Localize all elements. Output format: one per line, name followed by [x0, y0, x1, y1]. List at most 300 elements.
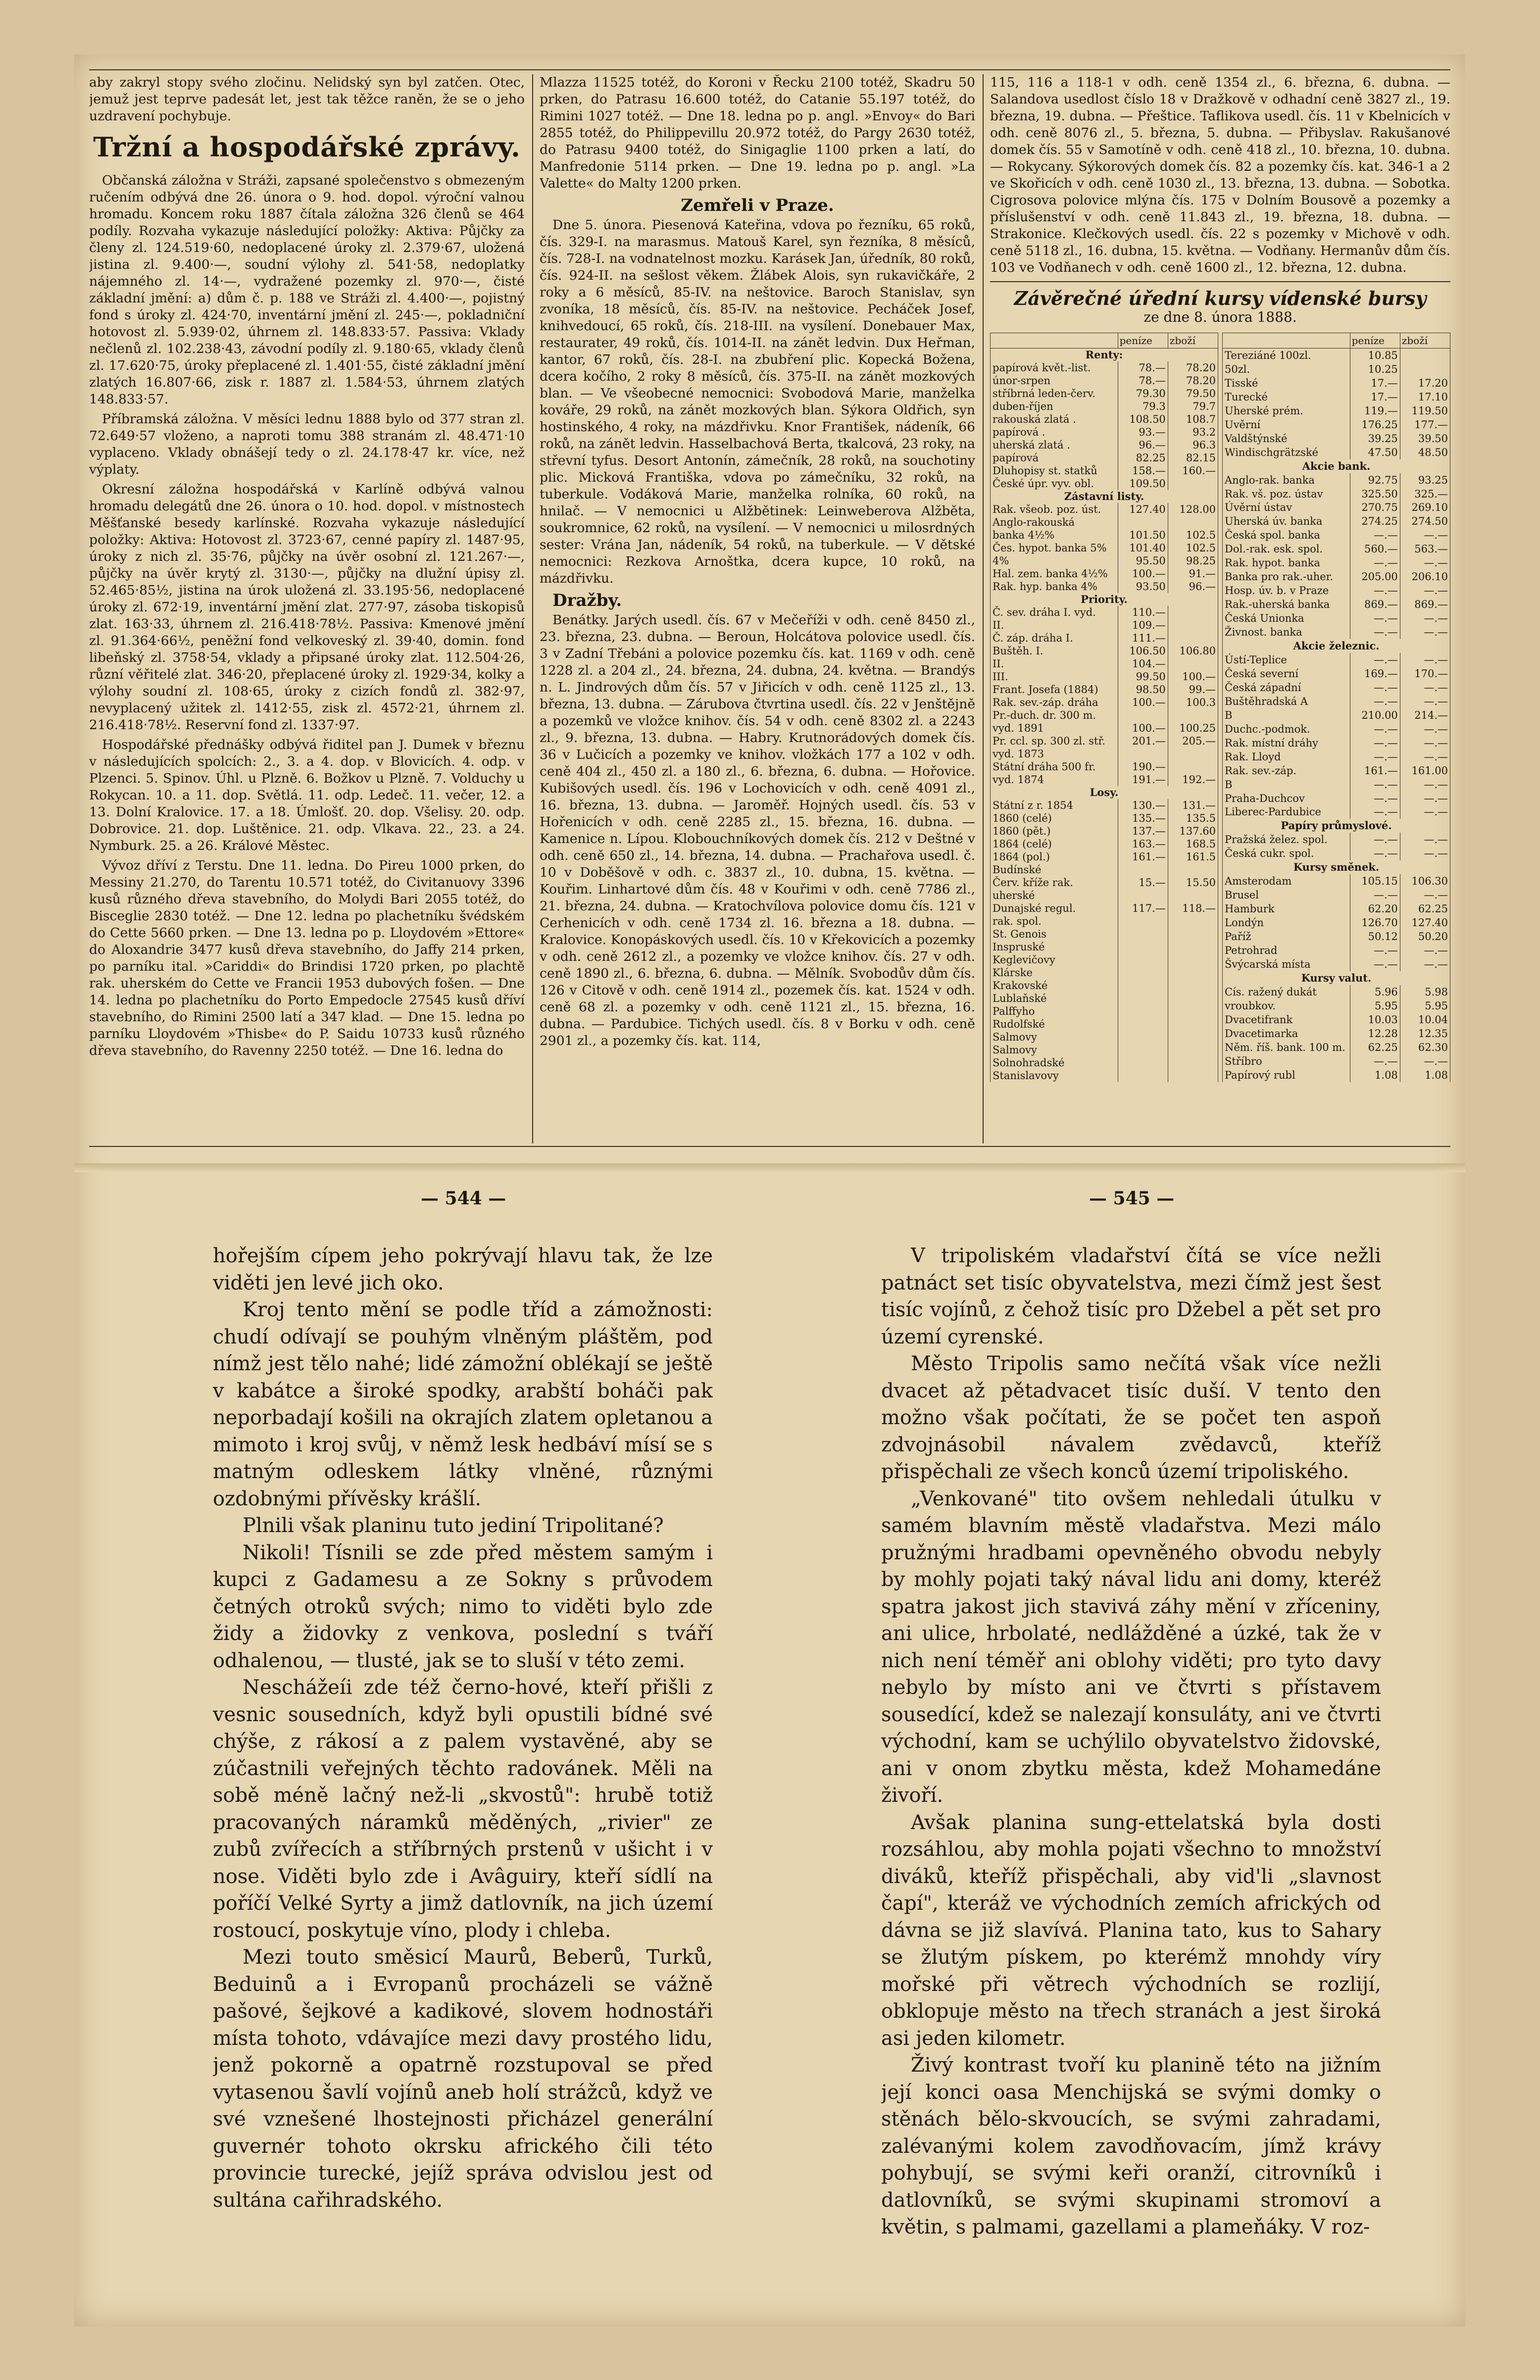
kurs-value: 78.— [1118, 361, 1168, 374]
kurs-item-name: Dunajské regul. [991, 902, 1118, 915]
kurs-value [1118, 941, 1168, 953]
kurs-item-name: Pražská želez. spol. [1223, 833, 1350, 846]
kurs-item-name: Valdštýnské [1223, 432, 1350, 446]
kurs-row [991, 516, 1218, 529]
top-rule [89, 69, 1450, 70]
kurs-value: —.— [1400, 736, 1450, 750]
kurs-row [991, 760, 1218, 773]
newspaper-page [74, 54, 1465, 2327]
kurs-value: —.— [1400, 792, 1450, 805]
kurs-value [1168, 863, 1218, 876]
column-2 [540, 74, 975, 1143]
article-text: Příbramská záložna. V měsíci lednu 1888 bylo od 377 stran zl. 72.649·57 vloženo, a naproti tomu 388 stranám zl. 48.471·10 vyplaceno. Vklady obnášejí tedy o zl. 24.178·47 kr. více, než výplaty. [89, 411, 525, 477]
kurs-row [991, 464, 1218, 477]
kurs-row [991, 979, 1218, 992]
kurs-value [1118, 516, 1168, 529]
kurs-value: 10.25 [1350, 362, 1400, 376]
kurs-item-name: Budínské [991, 863, 1118, 876]
kurs-item-name: Tisské [1223, 376, 1350, 390]
article-text: Kroj tento mění se podle tříd a zámožnosti: chudí odívají se pouhým vlněným pláštěm, pod nímž jest tělo nahé; lidé zámožní oblékají se ještě v kabátce a široké spodky, arabští boháči pak neporbadají košili na okrajích zlatem opletanou a mimoto i kroj svůj, v němž lesk hedbáví mísí se s matným odleskem látky vlněné, různými ozdobnými přívěsky krášlí. [213, 1298, 713, 1510]
kurs-value: 128.00 [1168, 503, 1218, 516]
kurs-row [991, 374, 1218, 387]
kurs-value: —.— [1350, 653, 1400, 667]
kurs-value: —.— [1350, 694, 1400, 708]
kurs-value: 15.50 [1168, 876, 1218, 889]
kurs-value: 190.— [1118, 760, 1168, 773]
kurs-value: —.— [1400, 694, 1450, 708]
kurs-item-name: Úvěrní ústav [1223, 501, 1350, 515]
kurs-value: 93.25 [1400, 473, 1450, 487]
kurs-item-name: Amsterodam [1223, 874, 1350, 888]
kurs-value: 118.— [1168, 902, 1218, 915]
kurs-value: —.— [1350, 556, 1400, 570]
article-text: Plnili však planinu tuto jediní Tripolitané? [243, 1514, 664, 1537]
kurs-row [1223, 1068, 1450, 1082]
col-header: zboží [1168, 333, 1218, 348]
kurs-item-name: 1864 (celé) [991, 838, 1118, 850]
kurs-item-name: Praha-Duchcov [1223, 792, 1350, 805]
kurs-value: 201.— [1118, 735, 1168, 747]
section-title: Tržní a hospodářské zprávy. [93, 131, 521, 163]
kurs-item-name: rak. spol. [991, 915, 1118, 928]
kurs-value: 62.25 [1350, 1041, 1400, 1054]
kurs-value: 79.50 [1168, 387, 1218, 400]
kurs-row [1223, 722, 1450, 736]
kurs-row [1223, 584, 1450, 597]
kurs-row [1223, 1054, 1450, 1068]
kurs-row [1223, 653, 1450, 667]
kurs-row [1223, 888, 1450, 902]
kurs-row [991, 696, 1218, 709]
kurs-row [991, 915, 1218, 928]
kurs-item-name: Salmovy [991, 1031, 1118, 1043]
kurs-row [991, 838, 1218, 850]
kurs-value: 100.— [1118, 722, 1168, 735]
kurs-value [1118, 928, 1168, 941]
kurs-value [1118, 889, 1168, 902]
kurs-row [991, 348, 1218, 362]
article-text: „Venkované" tito ovšem nehledali útulku v samém blavním městě vladařstva. Mezi málo pružnými hradbami opevněného obvodu nebyly by mohly pojati taký nával lidu ani domy, kteréž spatra jakost jich stavivá záhy mění v zříceniny, ani ulice, hrbolaté, nedlážděné a úzké, tak že v nich není téměř ani oblohy viděti; pro tyto davy nebylo by místo ani ve čtvrti s přístavem sousedící, kdež se nalezají konsuláty, ani ve čtvrti východní, kam se uchýlilo obyvatelstvo židovské, ani v onom zbytku města, kdež Mohamedáne živoří. [881, 1487, 1381, 1807]
kurs-value: 119.50 [1400, 404, 1450, 418]
kurs-value: 325.50 [1350, 487, 1400, 501]
kurs-value: 99.— [1168, 683, 1218, 696]
kurs-item-name: 1864 (pol.) [991, 850, 1118, 863]
kurs-section-heading: Kursy valut. [1223, 971, 1450, 985]
bottom-right-column [881, 1242, 1381, 2292]
kurs-value: 102.5 [1168, 529, 1218, 542]
kurs-section-heading: Akcie železnic. [1223, 639, 1450, 653]
kurs-row [1223, 792, 1450, 805]
kurs-item-name: Petrohrad [1223, 943, 1350, 957]
kurs-value: —.— [1350, 943, 1400, 957]
kurs-value: 191.— [1118, 773, 1168, 786]
kurs-value [1168, 966, 1218, 979]
kurs-value: 169.— [1350, 667, 1400, 681]
kurs-row [1223, 514, 1450, 528]
kurs-row [1223, 999, 1450, 1013]
kurs-row [991, 953, 1218, 966]
kurs-row [991, 619, 1218, 632]
kurs-row [991, 722, 1218, 735]
kurs-value: 192.— [1168, 773, 1218, 786]
kurs-row [991, 928, 1218, 941]
kurs-item-name: Inspruské [991, 941, 1118, 953]
col-header: zboží [1400, 333, 1450, 348]
kurs-value: 96.3 [1168, 439, 1218, 451]
kurs-row [991, 812, 1218, 825]
kurs-row [991, 735, 1218, 747]
kurs-row [991, 941, 1218, 953]
kurs-value: 78.— [1118, 374, 1168, 387]
kurs-value [1168, 1031, 1218, 1043]
kurs-row [1223, 570, 1450, 584]
kurs-item-name: Liberec-Pardubice [1223, 805, 1350, 819]
kurs-value: 101.40 [1118, 542, 1168, 554]
kurs-value [1168, 1005, 1218, 1018]
kurs-value: —.— [1400, 722, 1450, 736]
kurs-value: 214.— [1400, 708, 1450, 722]
kurs-item-name: Rak. všeob. poz. úst. [991, 503, 1118, 516]
kurs-value: 170.— [1400, 667, 1450, 681]
kurs-item-name: Č. sev. dráha I. vyd. [991, 606, 1118, 619]
kurs-item-name: Paříž [1223, 930, 1350, 943]
kurs-item-name: Ústí-Teplice [1223, 653, 1350, 667]
kurs-value [1118, 1043, 1168, 1056]
kurs-row [1223, 694, 1450, 708]
kurs-item-name: Švýcarská místa [1223, 957, 1350, 971]
kurs-item-name: Hamburk [1223, 902, 1350, 916]
kurs-right-body [1223, 348, 1450, 1083]
kurs-item-name: Klárske [991, 966, 1118, 979]
article-text: 115, 116 a 118-1 v odh. ceně 1354 zl., 6. března, 6. dubna. — Salandova usedlost číslo 18 v Dražkově v odhadní ceně 3827 zl., 19. března, 19. dubna. — Přeštice. Taflikova usedl. čís. 11 v Kbelnicích v odh. ceně 8076 zl., 5. března, 5. dubna. — Přibyslav. Rakušanové domek čís. 55 v Samotíně v odh. ceně 418 zl., 10. března, 10. dubna. — Rokycany. Sýkorových domek čís. 82 a pozemky čís. kat. 346-1 a 2 ve Skořicích v odh. ceně 1030 zl., 13. března, 13. dubna. — Sobotka. Cigrosova polovice mlýna čís. 175 v Dolním Bousově a pozemky a příslušenství v odh. ceně 11.843 zl., 19. března, 18. dubna. — Strakonice. Klečkových usedl. čís. 22 s pozemky v Michově v odh. ceně 5118 zl., 16. dubna, 15. května. — Vodňany. Hermanův dům čís. 103 ve Vodňanech v odh. ceně 1600 zl., 12. března, 12. dubna. [990, 75, 1450, 275]
kurs-row [1223, 667, 1450, 681]
kurs-item-name: Česká spol. banka [1223, 528, 1350, 542]
kurs-value: 109.50 [1118, 477, 1168, 490]
kurs-item-name: Státní z r. 1854 [991, 799, 1118, 812]
kurs-value [1400, 348, 1450, 362]
kurs-row [991, 992, 1218, 1005]
kurs-item-name: Dvacetifrank [1223, 1013, 1350, 1027]
kurs-value: 111.— [1118, 632, 1168, 645]
kurs-value: 17.— [1350, 376, 1400, 390]
kurs-item-name: Rak. hyp. banka 4% [991, 580, 1118, 593]
kurs-value [1168, 477, 1218, 490]
kurs-value: —.— [1400, 1054, 1450, 1068]
kurs-row [1223, 971, 1450, 985]
kurs-value: 5.96 [1350, 985, 1400, 999]
kurs-value [1118, 1056, 1168, 1069]
kurs-item-name: Banka pro rak.-uher. [1223, 570, 1350, 584]
kurs-value: 127.40 [1118, 503, 1168, 516]
kurs-value [1118, 915, 1168, 928]
kurs-item-name: Stříbro [1223, 1054, 1350, 1068]
article-text: Občanská záložna v Stráži, zapsané společenstvo s obmezeným ručením odbývá dne 26. února o 9. hod. dopol. výroční valnou hromadu. Koncem roku 1887 čítala záložna 326 členů se 464 podíly. Rozvaha vykazuje následující položky: Aktiva: Půjčky za členy zl. 124.519·60, nedoplacené úroky zl. 2.379·67, uložená jistina zl. 9.400·—, soudní výlohy zl. 541·58, nedoplatky nájemného zl. 14·—, vydražené pozemky zl. 970·—, čisté základní jmění: a) dům č. p. 188 ve Stráži zl. 4.400·—, pojistný fond s úroky zl. 424·70, inventární jmění zl. 245·—, pokladniční hotovost zl. 5.939·02, úhrnem zl. 148.833·57. Passiva: Vklady nečlenů zl. 102.238·43, závodní podíly zl. 9.180·65, vklady členů zl. 17.620·75, úroky přeplacené zl. 1.401·55, čisté základní jmění zlatých 16.807·66, zisk r. 1887 zl. 1.584·53, úhrnem zlatých 148.833·57. [89, 173, 525, 407]
kurs-row [1223, 750, 1450, 764]
kurs-item-name: B [1223, 708, 1350, 722]
kurs-value: 96.— [1118, 439, 1168, 451]
kurs-item-name: vyd. 1874 [991, 773, 1118, 786]
kurs-value [1118, 979, 1168, 992]
kurs-row [991, 451, 1218, 464]
kurs-value: 79.3 [1118, 400, 1168, 413]
kurs-value: 126.70 [1350, 916, 1400, 930]
kurs-value: 62.25 [1400, 902, 1450, 916]
kurs-row [991, 683, 1218, 696]
kurs-item-name: Červ. kříže rak. [991, 876, 1118, 889]
kurs-item-name: Státní dráha 500 fr. [991, 760, 1118, 773]
kurs-row [991, 567, 1218, 580]
kurs-row [991, 477, 1218, 490]
kurs-item-name: 4% [991, 554, 1118, 567]
kurs-row [991, 1069, 1218, 1082]
kurs-item-name: České úpr. vyv. obl. [991, 477, 1118, 490]
kurs-value [1168, 953, 1218, 966]
kurs-value: 48.50 [1400, 446, 1450, 459]
kurs-row [1223, 473, 1450, 487]
kurs-value: 100.— [1118, 567, 1168, 580]
kurs-value: 50.20 [1400, 930, 1450, 943]
bottom-rule [89, 1146, 1450, 1147]
kurs-value: 5.95 [1350, 999, 1400, 1013]
kurs-value: 206.10 [1400, 570, 1450, 584]
kurs-value: 10.85 [1350, 348, 1400, 362]
col-header: peníze [1350, 333, 1400, 348]
article-text: Avšak planina sung-ettelatská byla dosti rozsáhlou, aby mohla pojati všechno to množství diváků, kteříž přispěchali, aby vid'li „slavnost čapí", kteráž ve východních zemích afrických od dávna se již slavívá. Planina tato, kus to Sahary se žlutým pískem, po kterémž mnohdy víry mořské při větrech východních se rozlijí, obklopuje město na třech stranách a jest široká asi jeden kilometr. [881, 1811, 1381, 2050]
column-1 [89, 74, 525, 1143]
kurs-value: —.— [1400, 625, 1450, 639]
kurs-item-name: Živnost. banka [1223, 625, 1350, 639]
kurs-value: 135.— [1118, 812, 1168, 825]
kurs-value [1168, 889, 1218, 902]
kurs-row [991, 657, 1218, 670]
kurs-row [1223, 778, 1450, 792]
kurs-value: 205.00 [1350, 570, 1400, 584]
kurs-value [1168, 760, 1218, 773]
kurs-row [1223, 542, 1450, 556]
kurs-row [1223, 625, 1450, 639]
kurs-item-name: vroubkov. [1223, 999, 1350, 1013]
kurs-row [1223, 432, 1450, 446]
page-fold [74, 1163, 1465, 1172]
kurs-value: 869.— [1350, 597, 1400, 611]
article-text: Živý kontrast tvoří ku planině této na jižním její konci oasa Menchijská se svými domky o stěnách bělo-skvoucích, se svými zahradami, zalévanými kolem zavodňovacím, jímž krávy pohybují, se svými keři oranží, citrovníků i datlovníků, se svými skupinami stromoví a květin, s palmami, gazellami a plameňáky. V roz- [881, 2054, 1381, 2238]
kurs-value: —.— [1400, 943, 1450, 957]
kurs-row [1223, 764, 1450, 778]
kurs-item-name: Lublaňské [991, 992, 1118, 1005]
kurs-item-name: Rak. místní dráhy [1223, 736, 1350, 750]
kurs-row [1223, 736, 1450, 750]
kurs-row [1223, 459, 1450, 473]
kurs-value: 177.— [1400, 418, 1450, 432]
kurs-value: 62.20 [1350, 902, 1400, 916]
kurs-value: 137.— [1118, 825, 1168, 838]
article-text: V tripoliském vladařství čítá se více nežli patnáct set tisíc obyvatelstva, mezi čímž jest šest tisíc vojínů, z čehož tisíc pro Džebel a pět set pro území cyrenské. [881, 1244, 1381, 1348]
kurs-value: 93.2 [1168, 426, 1218, 439]
kurs-value: —.— [1400, 611, 1450, 625]
kurs-value: 106.80 [1168, 645, 1218, 657]
kurs-value: 158.— [1118, 464, 1168, 477]
kurs-value [1168, 1056, 1218, 1069]
kurs-row [991, 580, 1218, 593]
kurs-row [1223, 833, 1450, 846]
kurs-row [1223, 1013, 1450, 1027]
article-text: Hospodářské přednášky odbývá řiditel pan J. Dumek v březnu v následujících spolcích: 2., 3. a 4. dop. v Blovicích. 4. odp. v Plzenci. 5. Spinov. Úhl. u Plzně. 6. Božkov u Plzně. 7. Volduchy u Rokycan. 10. a 11. dop. Světlá. 11. odp. Ledeč. 11. večer, 12. a 13. Dolní Kralovice. 17. a 18. Úmlošť. 20. dop. Všelisy. 20. odp. Dobrovice. 21. dop. Luštěnice. 21. odp. Vlkava. 22., 23. a 24. Nymburk. 25. a 26. Králové Městec. [89, 737, 525, 853]
kurs-value: 50.12 [1350, 930, 1400, 943]
article-text: hořejším cípem jeho pokrývají hlavu tak, že lze viděti jen levé jich oko. [213, 1244, 713, 1294]
kurs-row [991, 1005, 1218, 1018]
col-header [1223, 333, 1350, 348]
kurs-section-heading: Akcie bank. [1223, 459, 1450, 473]
kurs-item-name: vyd. 1873 [991, 747, 1118, 760]
kurs-value: 95.50 [1118, 554, 1168, 567]
kurs-row [991, 1018, 1218, 1031]
kurs-value: 161.— [1118, 850, 1168, 863]
kurs-row [1223, 930, 1450, 943]
kurs-value [1168, 632, 1218, 645]
kurs-value: —.— [1400, 556, 1450, 570]
kurs-item-name: Buštěhradská A [1223, 694, 1350, 708]
kurs-value: —.— [1400, 888, 1450, 902]
kurs-left-body [991, 348, 1218, 1083]
kurs-value [1168, 1018, 1218, 1031]
kurs-row [1223, 681, 1450, 694]
kurs-item-name: B [1223, 778, 1350, 792]
intro-text: aby zakryl stopy svého zločinu. Nelidský syn byl zatčen. Otec, jemuž jest teprve padesát let, jest tak těžce raněn, že se o jeho uzdravení pochybuje. [89, 75, 525, 124]
kurs-row [991, 876, 1218, 889]
column-divider [983, 74, 984, 1143]
kurs-value [1168, 992, 1218, 1005]
kurs-value: 163.— [1118, 838, 1168, 850]
kurs-row [991, 606, 1218, 619]
kurs-value: —.— [1400, 653, 1450, 667]
top-half [74, 54, 1465, 1203]
kurs-row [1223, 985, 1450, 999]
kurs-value: 82.15 [1168, 451, 1218, 464]
kurs-item-name: Papírový rubl [1223, 1068, 1350, 1082]
kurs-value: 274.25 [1350, 514, 1400, 528]
kurs-item-name: Dol.-rak. esk. spol. [1223, 542, 1350, 556]
kurs-section-heading: Zástavní listy. [991, 490, 1218, 503]
kurs-value: 104.— [1118, 657, 1168, 670]
kurs-row [991, 361, 1218, 374]
kurs-row [1223, 846, 1450, 860]
kurs-item-name: 1860 (pět.) [991, 825, 1118, 838]
kurs-value: 12.28 [1350, 1027, 1400, 1041]
kurs-value: 1.08 [1350, 1068, 1400, 1082]
kurs-row [991, 902, 1218, 915]
kurs-item-name: Česká Unionka [1223, 611, 1350, 625]
kurs-value: —.— [1350, 722, 1400, 736]
kurs-value: 161.— [1350, 764, 1400, 778]
kurs-item-name: Anglo-rakouská [991, 516, 1118, 529]
kurs-row [991, 786, 1218, 799]
kurs-item-name: Hal. zem. banka 4½% [991, 567, 1118, 580]
kurs-value: —.— [1400, 584, 1450, 597]
kurs-row [991, 503, 1218, 516]
kurs-value: 119.— [1350, 404, 1400, 418]
kurs-value: 127.40 [1400, 916, 1450, 930]
column-divider [532, 74, 533, 1143]
kurs-row [1223, 390, 1450, 404]
kurs-value: —.— [1350, 681, 1400, 694]
kurs-value: —.— [1350, 792, 1400, 805]
kurs-row [1223, 418, 1450, 432]
kurs-date: ze dne 8. února 1888. [1143, 309, 1297, 325]
kurs-value [1168, 941, 1218, 953]
kurs-value: 79.30 [1118, 387, 1168, 400]
kurs-value: 5.95 [1400, 999, 1450, 1013]
kurs-value: 100.— [1168, 670, 1218, 683]
kurs-value: —.— [1350, 625, 1400, 639]
kurs-item-name: Keglevičovy [991, 953, 1118, 966]
kurs-row [1223, 501, 1450, 515]
kurs-item-name: Rak. vš. poz. ústav [1223, 487, 1350, 501]
kurs-rule [990, 281, 1450, 282]
kurs-item-name: Turecké [1223, 390, 1350, 404]
kurs-value: 274.50 [1400, 514, 1450, 528]
kurs-value: —.— [1350, 957, 1400, 971]
kurs-value: 117.— [1118, 902, 1168, 915]
kurs-value [1168, 606, 1218, 619]
kurs-value: 105.15 [1350, 874, 1400, 888]
kurs-item-name: III. [991, 670, 1118, 683]
kurs-value: 106.50 [1118, 645, 1168, 657]
kurs-item-name: Rudolfské [991, 1018, 1118, 1031]
kurs-row [991, 542, 1218, 554]
kurs-item-name: Rak.-uherská banka [1223, 597, 1350, 611]
kurs-value: —.— [1400, 957, 1450, 971]
kurs-row [991, 1031, 1218, 1043]
kurs-row [1223, 1027, 1450, 1041]
kurs-item-name: Londýn [1223, 916, 1350, 930]
kurs-item-name: únor-srpen [991, 374, 1118, 387]
kurs-value: 10.03 [1350, 1013, 1400, 1027]
kurs-value: 168.5 [1168, 838, 1218, 850]
kurs-row [1223, 611, 1450, 625]
kurs-item-name: Uvěrní [1223, 418, 1350, 432]
kurs-value [1118, 1005, 1168, 1018]
kurs-row [991, 593, 1218, 606]
kurs-item-name: Windischgrätzské [1223, 446, 1350, 459]
kurs-row [991, 670, 1218, 683]
kurs-value: 161.5 [1168, 850, 1218, 863]
kurs-item-name: Solnohradské [991, 1056, 1118, 1069]
kurs-item-name: Frant. Josefa (1884) [991, 683, 1118, 696]
kurs-value: 205.— [1168, 735, 1218, 747]
kurs-row [1223, 874, 1450, 888]
kurs-row [991, 709, 1218, 722]
kurs-value: 100.25 [1168, 722, 1218, 735]
kurs-section-heading: Renty: [991, 348, 1218, 362]
kurs-value: —.— [1350, 888, 1400, 902]
kurs-value: —.— [1350, 750, 1400, 764]
kurs-value: 10.04 [1400, 1013, 1450, 1027]
kurs-value: —.— [1350, 611, 1400, 625]
kurs-value: —.— [1350, 584, 1400, 597]
kurs-value: 17.10 [1400, 390, 1450, 404]
kurs-row [991, 825, 1218, 838]
kurs-section-heading: Papíry průmyslové. [1223, 819, 1450, 833]
kurs-value [1118, 709, 1168, 722]
kurs-item-name: Čes. hypot. banka 5% [991, 542, 1118, 554]
kurs-value: 137.60 [1168, 825, 1218, 838]
article-text: Město Tripolis samo nečítá však více nežli dvacet až pětadvacet tisíc duší. V tento den možno však počítati, že se počet ten aspoň zdvojnásobil návalem zvědavců, kteříž přispěchali ze všech konců území tripoliského. [881, 1352, 1381, 1483]
kurs-item-name: Něm. říš. bank. 100 m. [1223, 1041, 1350, 1054]
kurs-value: 101.50 [1118, 529, 1168, 542]
kurs-value [1168, 709, 1218, 722]
kurs-item-name: Česká cukr. spol. [1223, 846, 1350, 860]
kurs-section-heading: Priority. [991, 593, 1218, 606]
